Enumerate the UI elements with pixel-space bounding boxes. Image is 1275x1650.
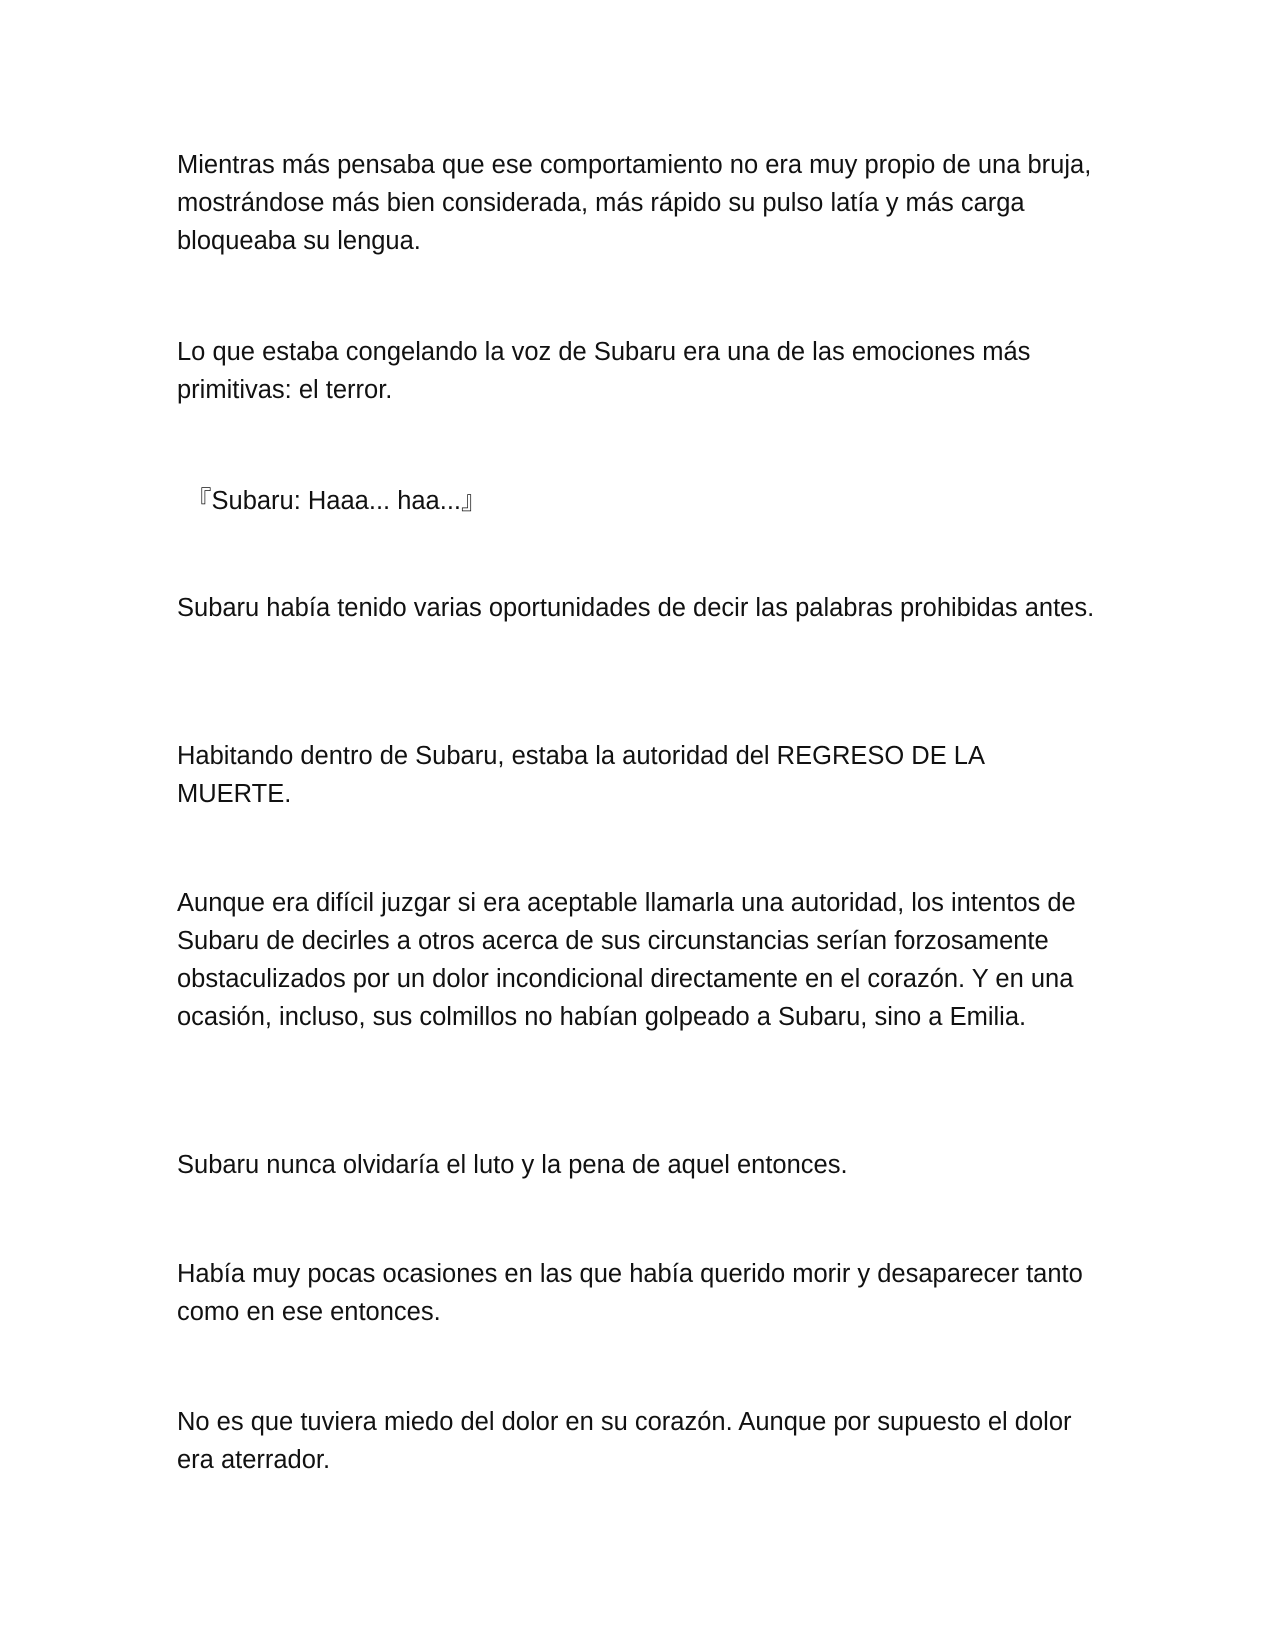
paragraph: No es que tuviera miedo del dolor en su corazón. Aunque por supuesto el dolor era aterrador. (177, 1408, 1072, 1474)
paragraph: Subaru había tenido varias oportunidades de decir las palabras prohibidas antes. (177, 594, 1095, 622)
paragraph: Aunque era difícil juzgar si era aceptable llamarla una autoridad, los intentos de Subaru de decirles a otros acerca de sus circunstancias serían forzosamente obstaculizados por un dolor incondicional directamente en el corazón. Y en una ocasión, incluso, sus colmillos no habían golpeado a Subaru, sino a Emilia. (177, 889, 1076, 1031)
paragraph: Subaru nunca olvidaría el luto y la pena de aquel entonces. (177, 1151, 848, 1179)
paragraph: Mientras más pensaba que ese comportamiento no era muy propio de una bruja, mostrándose más bien considerada, más rápido su pulso latía y más carga bloqueaba su lengua. (177, 151, 1092, 255)
paragraph: Habitando dentro de Subaru, estaba la autoridad del REGRESO DE LA MUERTE. (177, 742, 984, 808)
paragraph: Había muy pocas ocasiones en las que había querido morir y desaparecer tanto como en ese entonces. (177, 1260, 1083, 1326)
paragraph: Lo que estaba congelando la voz de Subaru era una de las emociones más primitivas: el terror. (177, 338, 1031, 404)
dialogue-line: 『Subaru: Haaa... haa...』 (186, 487, 487, 515)
